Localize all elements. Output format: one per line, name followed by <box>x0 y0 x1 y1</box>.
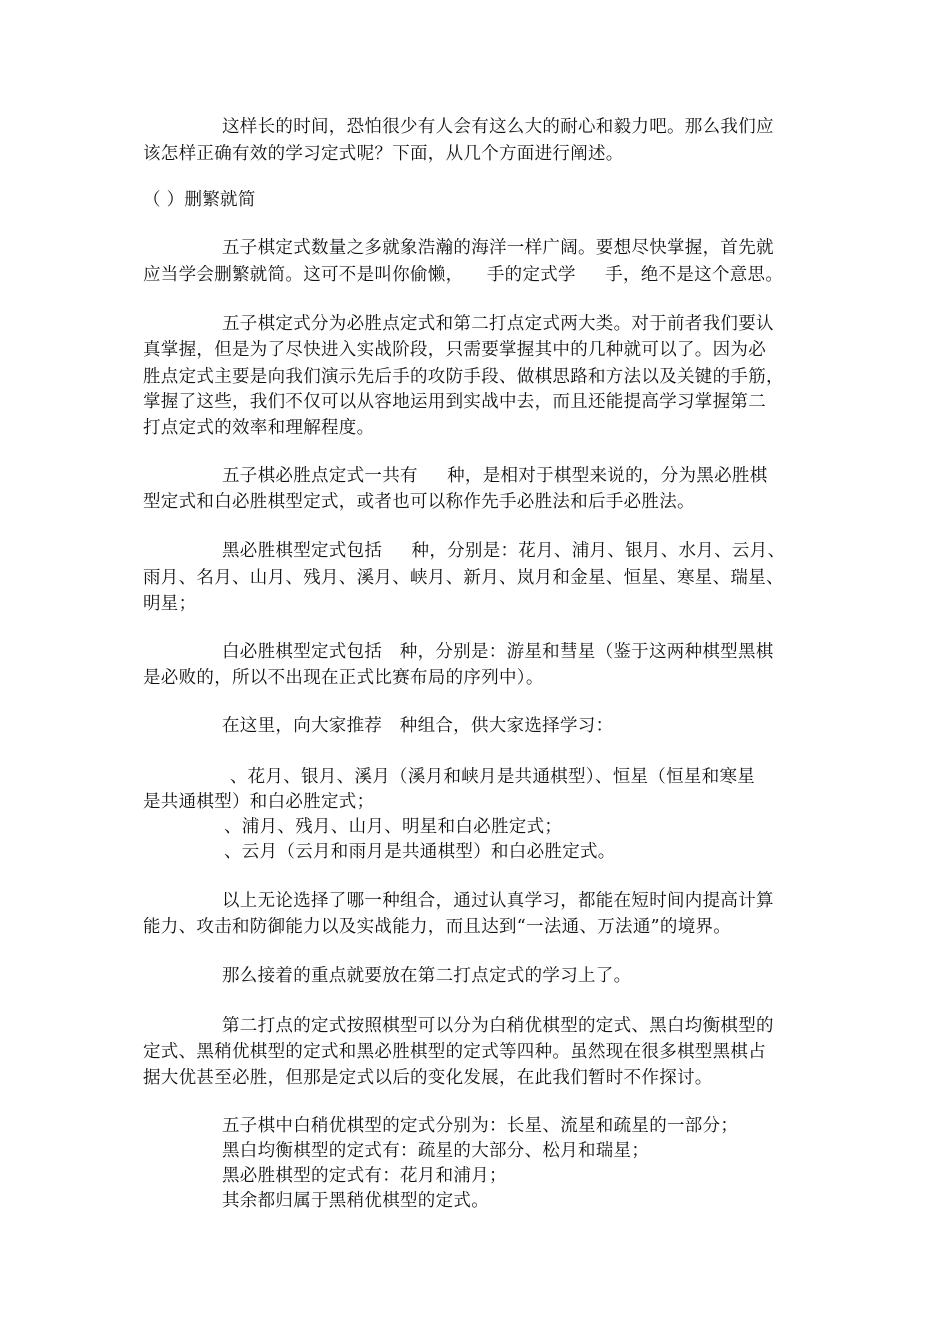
paragraph-5-line-2: 雨月、名月、山月、残月、溪月、峡月、新月、岚月和金星、恒星、寒星、瑞星、 <box>143 568 784 588</box>
paragraph-12-line-3: 黑必胜棋型的定式有：花月和浦月； <box>222 1166 507 1186</box>
section-heading: （ ）删繁就简 <box>143 190 256 210</box>
paragraph-6-line-1: 白必胜棋型定式包括 种，分别是：游星和彗星（鉴于这两种棋型黑棋 <box>222 642 774 662</box>
paragraph-11-line-3: 据大优甚至必胜，但那是定式以后的变化发展，在此我们暂时不作探讨。 <box>143 1068 713 1088</box>
paragraph-6-line-2: 是必败的，所以不出现在正式比赛布局的序列中）。 <box>143 668 544 688</box>
paragraph-11-line-1: 第二打点的定式按照棋型可以分为白稍优棋型的定式、黑白均衡棋型的 <box>222 1016 774 1036</box>
paragraph-4-line-1: 五子棋必胜点定式一共有 种，是相对于棋型来说的，分为黑必胜棋 <box>222 466 768 486</box>
paragraph-9-line-2: 能力、攻击和防御能力以及实战能力，而且达到“一法通、万法通”的境界。 <box>143 917 732 937</box>
combo-1-line-1: 、花月、银月、溪月（溪月和峡月是共通棋型）、恒星（恒星和寒星 <box>224 767 756 787</box>
paragraph-1-line-2: 该怎样正确有效的学习定式呢？下面，从几个方面进行阐述。 <box>143 144 624 164</box>
paragraph-10-line-1: 那么接着的重点就要放在第二打点定式的学习上了。 <box>222 966 632 986</box>
paragraph-9-line-1: 以上无论选择了哪一种组合，通过认真学习，都能在短时间内提高计算 <box>222 891 774 911</box>
paragraph-7-line-1: 在这里，向大家推荐 种组合，供大家选择学习： <box>222 716 614 736</box>
paragraph-3-line-1: 五子棋定式分为必胜点定式和第二打点定式两大类。对于前者我们要认 <box>222 314 774 334</box>
paragraph-11-line-2: 定式、黑稍优棋型的定式和黑必胜棋型的定式等四种。虽然现在很多棋型黑棋占 <box>143 1042 766 1062</box>
paragraph-3-line-3: 胜点定式主要是向我们演示先后手的攻防手段、做棋思路和方法以及关键的手筋， <box>143 367 784 387</box>
paragraph-3-line-4: 掌握了这些，我们不仅可以从容地运用到实战中去，而且还能提高学习掌握第二 <box>143 392 766 412</box>
paragraph-12-line-1: 五子棋中白稍优棋型的定式分别为：长星、流星和疏星的一部分； <box>222 1116 739 1136</box>
paragraph-3-line-5: 打点定式的效率和理解程度。 <box>143 418 375 438</box>
paragraph-12-line-4: 其余都归属于黑稍优棋型的定式。 <box>222 1191 489 1211</box>
paragraph-2-line-1: 五子棋定式数量之多就象浩瀚的海洋一样广阔。要想尽快掌握，首先就 <box>222 238 774 258</box>
paragraph-2-line-2: 应当学会删繁就简。这可不是叫你偷懒， 手的定式学 手，绝不是这个意思。 <box>143 265 784 285</box>
paragraph-5-line-3: 明星； <box>143 594 197 614</box>
paragraph-3-line-2: 真掌握，但是为了尽快进入实战阶段，只需要掌握其中的几种就可以了。因为必 <box>143 340 766 360</box>
paragraph-1-line-1: 这样长的时间，恐怕很少有人会有这么大的耐心和毅力吧。那么我们应 <box>222 117 774 137</box>
combo-3-line: 、云月（云月和雨月是共通棋型）和白必胜定式。 <box>224 842 616 862</box>
combo-1-line-2: 是共通棋型）和白必胜定式； <box>143 792 375 812</box>
paragraph-4-line-2: 型定式和白必胜棋型定式，或者也可以称作先手必胜法和后手必胜法。 <box>143 492 695 512</box>
combo-2-line: 、浦月、残月、山月、明星和白必胜定式； <box>224 817 563 837</box>
paragraph-5-line-1: 黑必胜棋型定式包括 种，分别是：花月、浦月、银月、水月、云月、 <box>222 541 786 561</box>
paragraph-12-line-2: 黑白均衡棋型的定式有：疏星的大部分、松月和瑞星； <box>222 1141 650 1161</box>
